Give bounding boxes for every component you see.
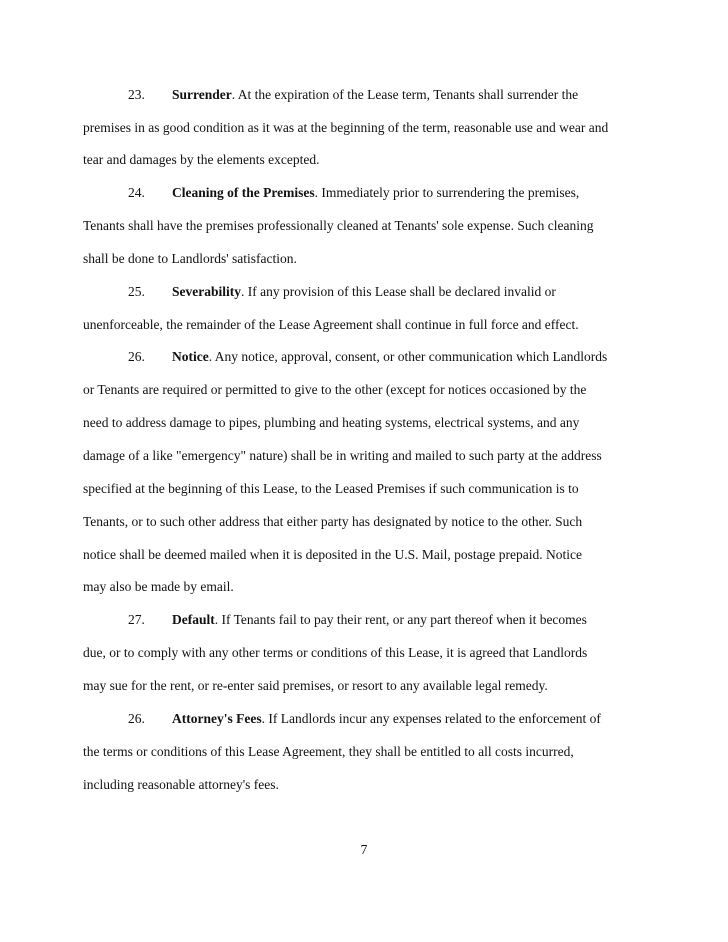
paragraph-heading: Notice (172, 349, 209, 364)
paragraph-line: Tenants shall have the premises professionally cleaned at Tenants' sole expense. Such cleaning (83, 218, 594, 233)
paragraph-heading: Cleaning of the Premises (172, 185, 315, 200)
paragraph-line: may also be made by email. (83, 579, 234, 594)
paragraph-number: 27. (128, 612, 145, 627)
paragraph-text: . Any notice, approval, consent, or other communication which Landlords (208, 349, 608, 364)
paragraph-line: or Tenants are required or permitted to give to the other (except for notices occasioned by the (83, 382, 587, 397)
paragraph-heading-line (172, 284, 556, 300)
paragraph-text: . If any provision of this Lease shall be declared invalid or (241, 284, 556, 299)
paragraph-number: 23. (128, 87, 145, 102)
paragraph-heading: Severability (172, 284, 241, 299)
paragraph-line: damage of a like "emergency" nature) shall be in writing and mailed to such party at the address (83, 448, 602, 463)
paragraph-heading: Surrender (172, 87, 232, 102)
paragraph-number: 26. (128, 711, 145, 726)
paragraph-heading-line (172, 711, 601, 727)
paragraph-line: tear and damages by the elements excepted. (83, 152, 320, 167)
paragraph-number: 25. (128, 284, 145, 299)
paragraph-line: specified at the beginning of this Lease, to the Leased Premises if such communication is to (83, 481, 579, 496)
paragraph-heading-line (172, 185, 579, 201)
paragraph-line: shall be done to Landlords' satisfaction. (83, 251, 297, 266)
paragraph-line: premises in as good condition as it was at the beginning of the term, reasonable use and wear and (83, 120, 609, 135)
paragraph-line: due, or to comply with any other terms or conditions of this Lease, it is agreed that Landlords (83, 645, 588, 660)
page-number: 7 (360, 842, 368, 857)
paragraph-line: the terms or conditions of this Lease Agreement, they shall be entitled to all costs incurred, (83, 744, 574, 759)
paragraph-number: 26. (128, 349, 145, 364)
paragraph-heading: Attorney's Fees (172, 711, 262, 726)
paragraph-text: . If Tenants fail to pay their rent, or any part thereof when it becomes (214, 612, 587, 627)
paragraph-heading-line (172, 87, 578, 103)
paragraph-heading-line (172, 612, 587, 628)
paragraph-text: . At the expiration of the Lease term, Tenants shall surrender the (231, 87, 579, 102)
paragraph-line: need to address damage to pipes, plumbing and heating systems, electrical systems, and any (83, 415, 580, 430)
paragraph-line: including reasonable attorney's fees. (83, 777, 279, 792)
paragraph-text: . If Landlords incur any expenses related to the enforcement of (261, 711, 601, 726)
paragraph-heading: Default (172, 612, 215, 627)
paragraph-line: may sue for the rent, or re-enter said premises, or resort to any available legal remedy. (83, 678, 548, 693)
paragraph-number: 24. (128, 185, 145, 200)
paragraph-line: unenforceable, the remainder of the Lease Agreement shall continue in full force and effect. (83, 317, 579, 332)
paragraph-heading-line (172, 349, 607, 365)
paragraph-text: . Immediately prior to surrendering the premises, (314, 185, 580, 200)
paragraph-line: Tenants, or to such other address that either party has designated by notice to the other. Such (83, 514, 583, 529)
paragraph-line: notice shall be deemed mailed when it is deposited in the U.S. Mail, postage prepaid. Notice (83, 547, 582, 562)
